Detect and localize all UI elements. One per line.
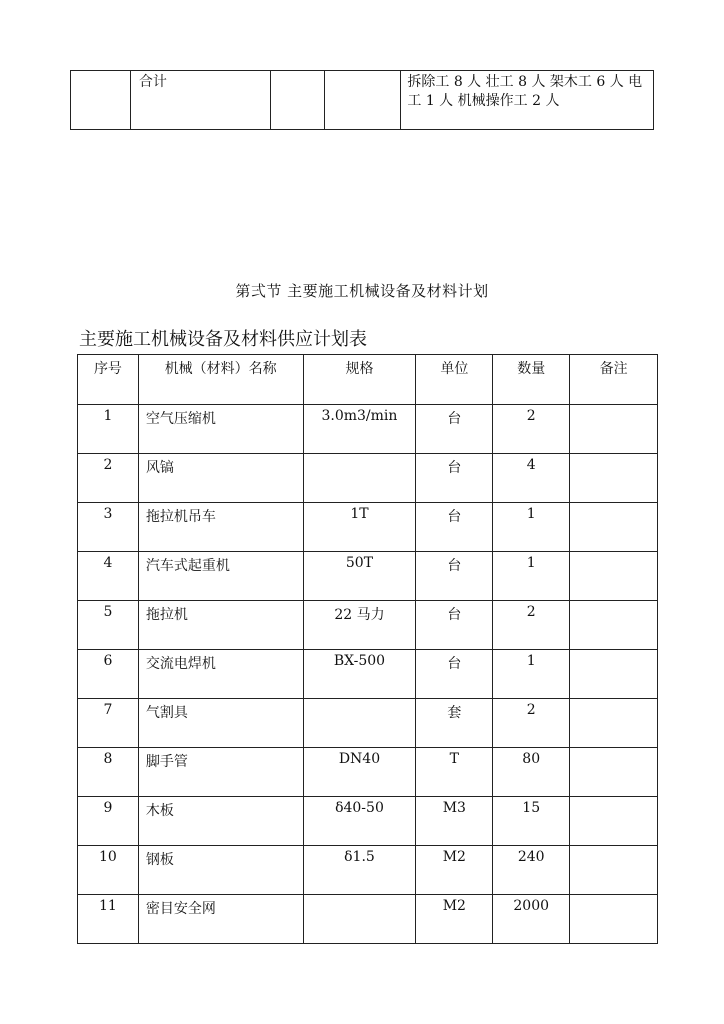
cell-unit: M3	[416, 797, 493, 846]
cell-unit: 套	[416, 699, 493, 748]
cell-no: 6	[78, 650, 139, 699]
cell-spec: BX-500	[303, 650, 416, 699]
cell-unit: 台	[416, 601, 493, 650]
table-row	[78, 552, 658, 601]
cell-no: 9	[78, 797, 139, 846]
header-cell-unit: 单位	[416, 355, 493, 405]
cell-spec: δ40-50	[303, 797, 416, 846]
cell-note	[570, 846, 658, 895]
cell-no: 5	[78, 601, 139, 650]
table-row	[78, 405, 658, 454]
cell-no: 4	[78, 552, 139, 601]
table-row	[78, 503, 658, 552]
cell-note	[570, 454, 658, 503]
table-title: 主要施工机械设备及材料供应计划表	[79, 329, 367, 350]
cell-spec	[303, 454, 416, 503]
cell-name: 交流电焊机	[138, 650, 303, 699]
cell-name: 拖拉机	[138, 601, 303, 650]
cell-name: 拖拉机吊车	[138, 503, 303, 552]
header-cell-spec: 规格	[303, 355, 416, 405]
cell-spec: 50T	[303, 552, 416, 601]
cell-spec: 3.0m3/min	[303, 405, 416, 454]
cell-no: 7	[78, 699, 139, 748]
summary-empty-cell	[71, 71, 131, 130]
cell-note	[570, 797, 658, 846]
cell-unit: 台	[416, 503, 493, 552]
table-row	[78, 846, 658, 895]
header-cell-name: 机械（材料）名称	[138, 355, 303, 405]
cell-unit: 台	[416, 405, 493, 454]
table-header-row	[78, 355, 658, 405]
cell-spec: DN40	[303, 748, 416, 797]
cell-note	[570, 503, 658, 552]
cell-qty: 2000	[493, 895, 570, 944]
cell-name: 汽车式起重机	[138, 552, 303, 601]
cell-qty: 15	[493, 797, 570, 846]
header-cell-note: 备注	[570, 355, 658, 405]
cell-qty: 2	[493, 699, 570, 748]
cell-spec: 1T	[303, 503, 416, 552]
table-row	[78, 895, 658, 944]
cell-name: 气割具	[138, 699, 303, 748]
header-cell-no: 序号	[78, 355, 139, 405]
cell-note	[570, 601, 658, 650]
cell-unit: M2	[416, 895, 493, 944]
cell-note	[570, 552, 658, 601]
cell-qty: 4	[493, 454, 570, 503]
cell-no: 11	[78, 895, 139, 944]
cell-spec: 22 马力	[303, 601, 416, 650]
cell-name: 风镐	[138, 454, 303, 503]
cell-qty: 2	[493, 405, 570, 454]
cell-no: 2	[78, 454, 139, 503]
cell-qty: 240	[493, 846, 570, 895]
cell-qty: 2	[493, 601, 570, 650]
summary-label: 合计	[130, 71, 270, 130]
cell-note	[570, 405, 658, 454]
cell-unit: 台	[416, 552, 493, 601]
cell-spec	[303, 895, 416, 944]
equipment-table	[77, 354, 658, 944]
cell-unit: T	[416, 748, 493, 797]
cell-unit: M2	[416, 846, 493, 895]
cell-no: 8	[78, 748, 139, 797]
table-row	[78, 454, 658, 503]
summary-empty-cell	[324, 71, 401, 130]
cell-name: 密目安全网	[138, 895, 303, 944]
cell-name: 空气压缩机	[138, 405, 303, 454]
table-row	[78, 699, 658, 748]
cell-unit: 台	[416, 454, 493, 503]
cell-name: 脚手管	[138, 748, 303, 797]
summary-empty-cell	[270, 71, 324, 130]
cell-qty: 1	[493, 552, 570, 601]
summary-staff-text: 拆除工 8 人 壮工 8 人 架木工 6 人 电工 1 人 机械操作工 2 人	[401, 71, 654, 130]
cell-note	[570, 699, 658, 748]
cell-qty: 1	[493, 650, 570, 699]
cell-spec: δ1.5	[303, 846, 416, 895]
header-cell-qty: 数量	[493, 355, 570, 405]
cell-note	[570, 895, 658, 944]
cell-note	[570, 650, 658, 699]
cell-spec	[303, 699, 416, 748]
staff-summary-table	[70, 70, 654, 130]
cell-qty: 1	[493, 503, 570, 552]
cell-no: 10	[78, 846, 139, 895]
section-heading: 第弍节 主要施工机械设备及材料计划	[235, 282, 489, 300]
table-row	[78, 797, 658, 846]
table-row	[78, 601, 658, 650]
cell-name: 钢板	[138, 846, 303, 895]
cell-no: 1	[78, 405, 139, 454]
table-row	[78, 748, 658, 797]
cell-unit: 台	[416, 650, 493, 699]
table-row	[78, 650, 658, 699]
cell-note	[570, 748, 658, 797]
summary-row	[71, 71, 654, 130]
cell-qty: 80	[493, 748, 570, 797]
cell-no: 3	[78, 503, 139, 552]
cell-name: 木板	[138, 797, 303, 846]
